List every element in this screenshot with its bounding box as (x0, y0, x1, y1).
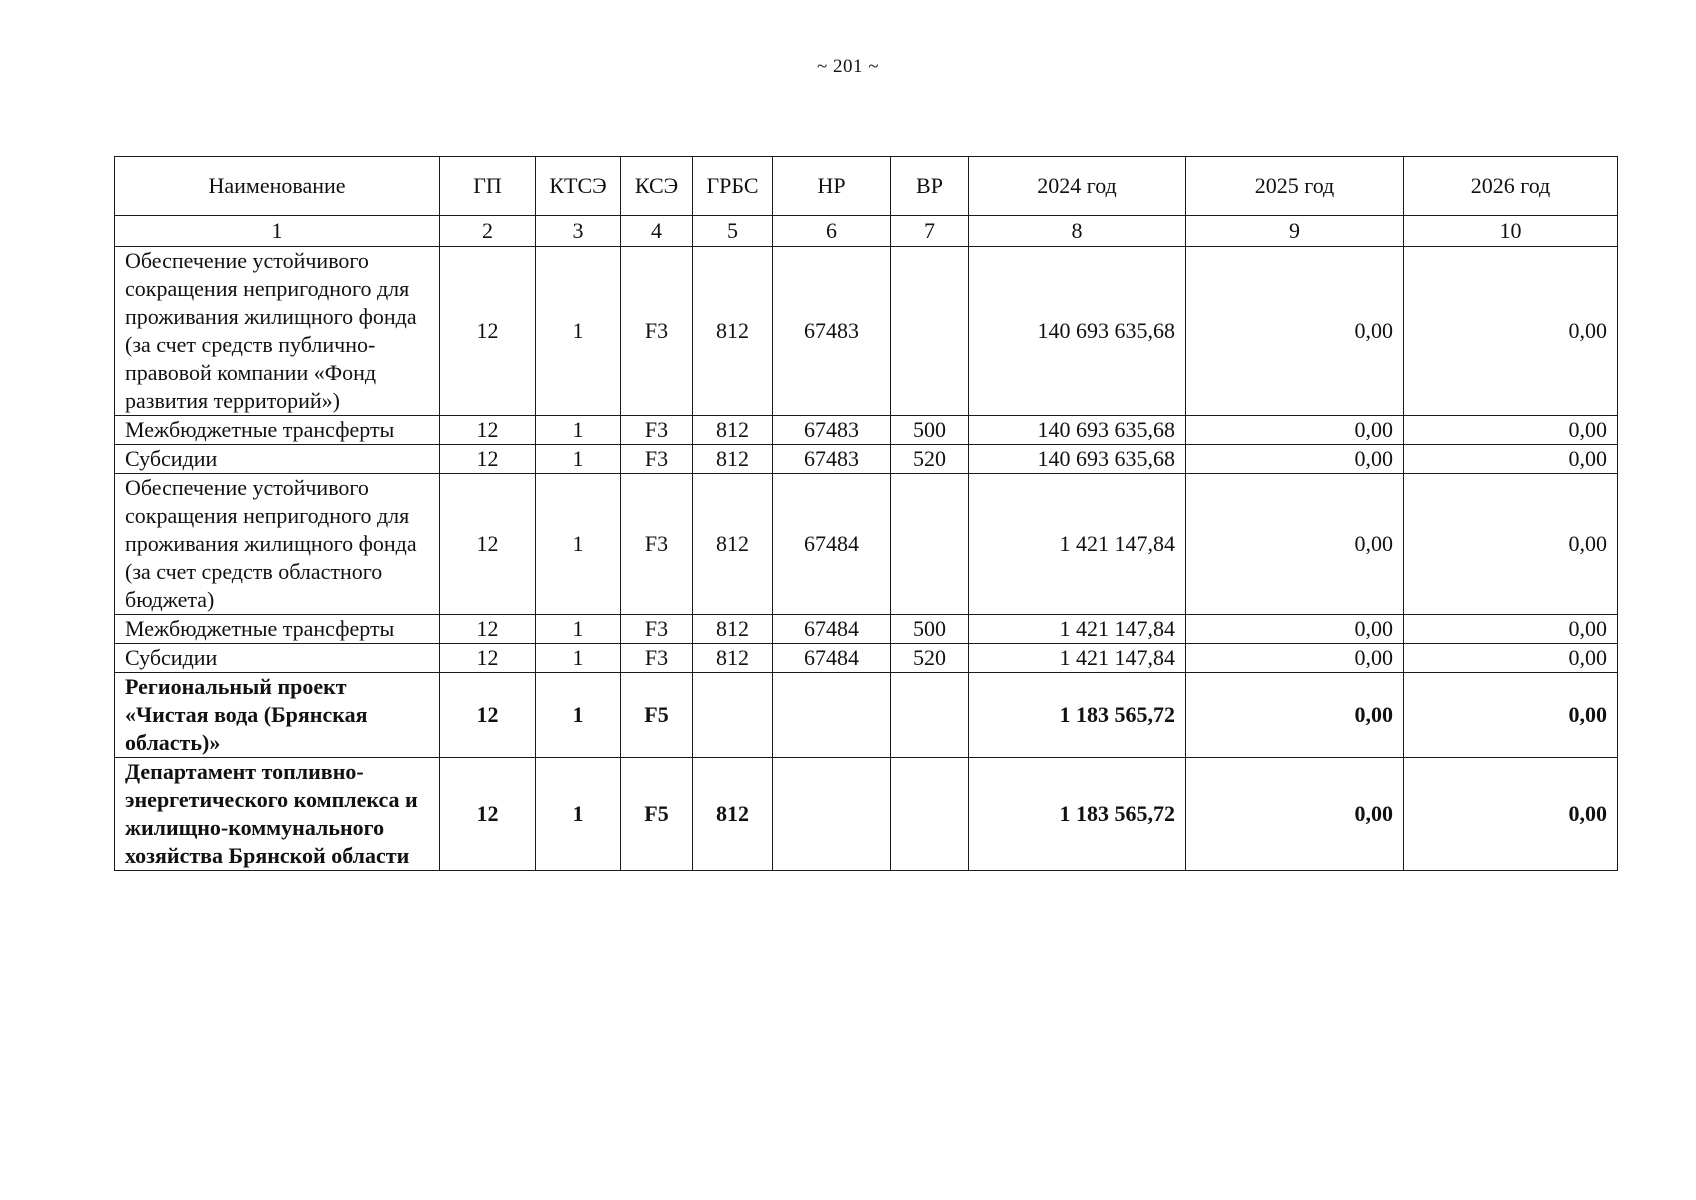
budget-table (114, 156, 1618, 871)
cell-2024: 140 693 635,68 (969, 247, 1186, 416)
table-row (115, 644, 1618, 673)
cell-2025: 0,00 (1186, 673, 1404, 758)
cell-nr (773, 673, 891, 758)
table-row (115, 416, 1618, 445)
cell-vr (891, 673, 969, 758)
header-kse: КСЭ (621, 157, 693, 216)
cell-ktse: 1 (536, 416, 621, 445)
cell-gp: 12 (440, 758, 536, 871)
cell-2026: 0,00 (1404, 615, 1618, 644)
cell-2025: 0,00 (1186, 474, 1404, 615)
cell-nr: 67483 (773, 247, 891, 416)
cell-kse: F3 (621, 615, 693, 644)
cell-nr: 67484 (773, 615, 891, 644)
column-number: 7 (891, 216, 969, 247)
cell-ktse: 1 (536, 247, 621, 416)
cell-nr (773, 758, 891, 871)
cell-2024: 1 421 147,84 (969, 615, 1186, 644)
cell-kse: F5 (621, 673, 693, 758)
cell-nr: 67484 (773, 474, 891, 615)
cell-grbs: 812 (693, 644, 773, 673)
cell-gp: 12 (440, 474, 536, 615)
table-row (115, 673, 1618, 758)
cell-ktse: 1 (536, 615, 621, 644)
column-number: 10 (1404, 216, 1618, 247)
cell-vr: 520 (891, 644, 969, 673)
page-number: ~ 201 ~ (816, 56, 880, 77)
cell-2024: 1 421 147,84 (969, 474, 1186, 615)
cell-nr: 67484 (773, 644, 891, 673)
cell-ktse: 1 (536, 474, 621, 615)
cell-vr: 500 (891, 416, 969, 445)
cell-gp: 12 (440, 247, 536, 416)
cell-2025: 0,00 (1186, 644, 1404, 673)
column-number: 4 (621, 216, 693, 247)
cell-gp: 12 (440, 615, 536, 644)
cell-name: Региональный проект «Чистая вода (Брянская область)» (115, 673, 440, 758)
cell-kse: F3 (621, 474, 693, 615)
cell-2026: 0,00 (1404, 644, 1618, 673)
cell-grbs (693, 673, 773, 758)
cell-2024: 1 183 565,72 (969, 758, 1186, 871)
header-2026: 2026 год (1404, 157, 1618, 216)
cell-name: Межбюджетные трансферты (115, 416, 440, 445)
cell-gp: 12 (440, 416, 536, 445)
header-nr: НР (773, 157, 891, 216)
column-number: 8 (969, 216, 1186, 247)
cell-name: Обеспечение устойчивого сокращения непригодного для проживания жилищного фонда (за счет средств областного бюджета) (115, 474, 440, 615)
cell-2026: 0,00 (1404, 758, 1618, 871)
cell-grbs: 812 (693, 445, 773, 474)
cell-gp: 12 (440, 644, 536, 673)
header-vr: ВР (891, 157, 969, 216)
header-gp: ГП (440, 157, 536, 216)
cell-kse: F5 (621, 758, 693, 871)
column-number: 2 (440, 216, 536, 247)
cell-vr: 520 (891, 445, 969, 474)
header-grbs: ГРБС (693, 157, 773, 216)
cell-kse: F3 (621, 247, 693, 416)
cell-grbs: 812 (693, 758, 773, 871)
cell-ktse: 1 (536, 644, 621, 673)
cell-2024: 140 693 635,68 (969, 445, 1186, 474)
cell-gp: 12 (440, 673, 536, 758)
cell-grbs: 812 (693, 247, 773, 416)
cell-2026: 0,00 (1404, 474, 1618, 615)
cell-2024: 1 421 147,84 (969, 644, 1186, 673)
cell-kse: F3 (621, 644, 693, 673)
column-number: 5 (693, 216, 773, 247)
table-row (115, 247, 1618, 416)
table-body (115, 247, 1618, 871)
cell-name: Субсидии (115, 445, 440, 474)
table-row (115, 615, 1618, 644)
cell-vr: 500 (891, 615, 969, 644)
cell-grbs: 812 (693, 416, 773, 445)
header-ktse: КТСЭ (536, 157, 621, 216)
cell-2026: 0,00 (1404, 445, 1618, 474)
cell-kse: F3 (621, 416, 693, 445)
column-number: 9 (1186, 216, 1404, 247)
cell-name: Межбюджетные трансферты (115, 615, 440, 644)
cell-2025: 0,00 (1186, 758, 1404, 871)
cell-grbs: 812 (693, 615, 773, 644)
cell-vr (891, 758, 969, 871)
table-row (115, 445, 1618, 474)
cell-name: Обеспечение устойчивого сокращения непригодного для проживания жилищного фонда (за счет средств публично-правовой компании «Фонд развития территорий») (115, 247, 440, 416)
column-number: 1 (115, 216, 440, 247)
cell-kse: F3 (621, 445, 693, 474)
cell-name: Департамент топливно-энергетического комплекса и жилищно-коммунального хозяйства Брянской области (115, 758, 440, 871)
header-row (115, 157, 1618, 216)
column-number: 6 (773, 216, 891, 247)
cell-ktse: 1 (536, 758, 621, 871)
table-row (115, 474, 1618, 615)
cell-2025: 0,00 (1186, 445, 1404, 474)
table-row (115, 758, 1618, 871)
cell-2026: 0,00 (1404, 247, 1618, 416)
cell-2025: 0,00 (1186, 247, 1404, 416)
column-number-row (115, 216, 1618, 247)
cell-2025: 0,00 (1186, 615, 1404, 644)
cell-2024: 140 693 635,68 (969, 416, 1186, 445)
cell-ktse: 1 (536, 445, 621, 474)
cell-vr (891, 247, 969, 416)
cell-2026: 0,00 (1404, 673, 1618, 758)
cell-grbs: 812 (693, 474, 773, 615)
header-name: Наименование (115, 157, 440, 216)
cell-name: Субсидии (115, 644, 440, 673)
header-2025: 2025 год (1186, 157, 1404, 216)
cell-ktse: 1 (536, 673, 621, 758)
header-2024: 2024 год (969, 157, 1186, 216)
cell-gp: 12 (440, 445, 536, 474)
cell-nr: 67483 (773, 445, 891, 474)
cell-2026: 0,00 (1404, 416, 1618, 445)
cell-2024: 1 183 565,72 (969, 673, 1186, 758)
cell-nr: 67483 (773, 416, 891, 445)
column-number: 3 (536, 216, 621, 247)
cell-vr (891, 474, 969, 615)
cell-2025: 0,00 (1186, 416, 1404, 445)
